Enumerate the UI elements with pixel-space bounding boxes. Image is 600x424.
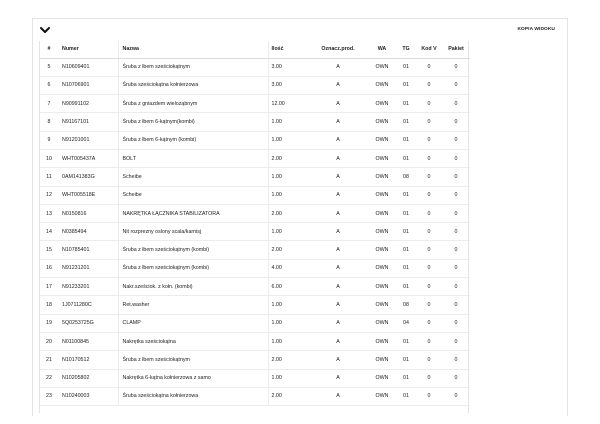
row-index: 21 xyxy=(40,351,58,369)
row-kodv: 0 xyxy=(416,278,442,296)
row-index: 13 xyxy=(40,204,58,222)
row-wa: OWN xyxy=(368,332,396,350)
row-kodv: 0 xyxy=(416,186,442,204)
row-kodv: 0 xyxy=(416,223,442,241)
table-row[interactable] xyxy=(40,351,470,369)
row-kodv: 0 xyxy=(416,369,442,387)
row-index: 10 xyxy=(40,149,58,167)
table-row[interactable] xyxy=(40,278,470,296)
row-index: 8 xyxy=(40,113,58,131)
table-row[interactable] xyxy=(40,387,470,405)
row-tg: 01 xyxy=(396,204,416,222)
row-index: 15 xyxy=(40,241,58,259)
row-oznacz: A xyxy=(308,186,368,204)
row-pakiet: 0 xyxy=(442,95,470,113)
row-wa: OWN xyxy=(368,168,396,186)
row-kodv: 0 xyxy=(416,204,442,222)
row-nazwa: Scheibe xyxy=(118,168,268,186)
row-kodv: 0 xyxy=(416,149,442,167)
row-wa: OWN xyxy=(368,131,396,149)
row-oznacz: A xyxy=(308,149,368,167)
row-tg: 01 xyxy=(396,58,416,76)
column-header-tg[interactable]: TG xyxy=(396,41,416,58)
row-ilosc: 1.00 xyxy=(268,314,308,332)
row-nazwa: Śruba z łbem 6-kątnym(kombi) xyxy=(118,113,268,131)
row-ilosc: 1.00 xyxy=(268,223,308,241)
row-wa: OWN xyxy=(368,95,396,113)
row-index: 20 xyxy=(40,332,58,350)
row-ilosc: 1.00 xyxy=(268,186,308,204)
row-index: 7 xyxy=(40,95,58,113)
row-ilosc: 3.00 xyxy=(268,58,308,76)
row-kodv: 0 xyxy=(416,168,442,186)
row-tg: 01 xyxy=(396,149,416,167)
row-numer: WHT005437A xyxy=(58,149,118,167)
row-wa: OWN xyxy=(368,204,396,222)
row-nazwa: Śruba sześciokątna kołnierzowa xyxy=(118,76,268,94)
row-kodv: 0 xyxy=(416,113,442,131)
column-header-pakiet[interactable]: Pakiet xyxy=(442,41,470,58)
row-index: 11 xyxy=(40,168,58,186)
row-pakiet: 0 xyxy=(442,168,470,186)
table-row[interactable] xyxy=(40,76,470,94)
row-numer: 0AM141383G xyxy=(58,168,118,186)
row-ilosc: 1.00 xyxy=(268,131,308,149)
table-row[interactable] xyxy=(40,186,470,204)
row-index: 16 xyxy=(40,259,58,277)
row-index: 23 xyxy=(40,387,58,405)
row-numer: N0150816 xyxy=(58,204,118,222)
row-index: 12 xyxy=(40,186,58,204)
row-pakiet: 0 xyxy=(442,186,470,204)
row-kodv: 0 xyxy=(416,58,442,76)
row-oznacz: A xyxy=(308,113,368,131)
row-tg: 01 xyxy=(396,95,416,113)
row-index: 5 xyxy=(40,58,58,76)
row-wa: OWN xyxy=(368,223,396,241)
row-tg: 01 xyxy=(396,369,416,387)
row-kodv: 0 xyxy=(416,332,442,350)
row-wa: OWN xyxy=(368,296,396,314)
table-row[interactable] xyxy=(40,149,470,167)
row-tg: 08 xyxy=(396,296,416,314)
row-index: 6 xyxy=(40,76,58,94)
copy-view-link[interactable]: KOPIA WIDOKU xyxy=(517,27,555,32)
row-ilosc: 12.00 xyxy=(268,95,308,113)
row-pakiet: 0 xyxy=(442,351,470,369)
row-numer: 1J0711280C xyxy=(58,296,118,314)
row-pakiet: 0 xyxy=(442,296,470,314)
row-numer: N90991102 xyxy=(58,95,118,113)
row-pakiet: 0 xyxy=(442,204,470,222)
row-wa: OWN xyxy=(368,387,396,405)
table-row[interactable] xyxy=(40,204,470,222)
table-row[interactable] xyxy=(40,113,470,131)
row-kodv: 0 xyxy=(416,296,442,314)
row-wa: OWN xyxy=(368,278,396,296)
row-kodv: 0 xyxy=(416,314,442,332)
row-pakiet: 0 xyxy=(442,387,470,405)
row-numer: N91167101 xyxy=(58,113,118,131)
row-oznacz: A xyxy=(308,332,368,350)
table-row[interactable] xyxy=(40,332,470,350)
row-pakiet: 0 xyxy=(442,259,470,277)
table-row[interactable] xyxy=(40,95,470,113)
column-header-ilosc[interactable]: Ilość xyxy=(268,41,308,58)
row-wa: OWN xyxy=(368,186,396,204)
column-header-kodv[interactable]: Kod V xyxy=(416,41,442,58)
row-oznacz: A xyxy=(308,314,368,332)
row-numer: N10205802 xyxy=(58,369,118,387)
table-row[interactable] xyxy=(40,223,470,241)
row-tg: 01 xyxy=(396,278,416,296)
chevron-down-icon[interactable] xyxy=(39,25,51,35)
row-oznacz: A xyxy=(308,387,368,405)
table-row[interactable] xyxy=(40,259,470,277)
row-pakiet: 0 xyxy=(442,369,470,387)
row-numer: 5Q0253725G xyxy=(58,314,118,332)
row-ilosc: 1.00 xyxy=(268,332,308,350)
row-kodv: 0 xyxy=(416,76,442,94)
row-nazwa: Nakrętka sześciokątna xyxy=(118,332,268,350)
row-tg: 01 xyxy=(396,241,416,259)
row-pakiet: 0 xyxy=(442,278,470,296)
row-ilosc: 2.00 xyxy=(268,204,308,222)
row-ilosc: 1.00 xyxy=(268,113,308,131)
row-numer: N01100845 xyxy=(58,332,118,350)
row-nazwa: BOLT xyxy=(118,149,268,167)
row-index: 17 xyxy=(40,278,58,296)
row-nazwa: Śruba z łbem 6-kątnym (kombi) xyxy=(118,131,268,149)
row-wa: OWN xyxy=(368,113,396,131)
row-nazwa: Śruba z łbem sześciokątnym xyxy=(118,58,268,76)
row-numer: N10785401 xyxy=(58,241,118,259)
row-nazwa: CLAMP xyxy=(118,314,268,332)
row-tg: 01 xyxy=(396,113,416,131)
row-pakiet: 0 xyxy=(442,76,470,94)
row-kodv: 0 xyxy=(416,351,442,369)
parts-table xyxy=(40,41,470,406)
row-nazwa: Śruba z łbem sześciokątnym (kombi) xyxy=(118,241,268,259)
table-row[interactable] xyxy=(40,314,470,332)
column-header-nazwa[interactable]: Nazwa xyxy=(118,41,268,58)
row-oznacz: A xyxy=(308,76,368,94)
table-row[interactable] xyxy=(40,168,470,186)
row-tg: 01 xyxy=(396,351,416,369)
row-numer: N10706901 xyxy=(58,76,118,94)
row-numer: N10170512 xyxy=(58,351,118,369)
row-tg: 04 xyxy=(396,314,416,332)
row-nazwa: NAKRĘTKA ŁĄCZNIKA STABILIZATORA xyxy=(118,204,268,222)
table-row[interactable] xyxy=(40,369,470,387)
row-tg: 01 xyxy=(396,387,416,405)
column-header-index[interactable]: # xyxy=(40,41,58,58)
row-index: 9 xyxy=(40,131,58,149)
row-nazwa: Śruba sześciokątna kołnierzowa xyxy=(118,387,268,405)
row-ilosc: 6.00 xyxy=(268,278,308,296)
row-index: 22 xyxy=(40,369,58,387)
row-wa: OWN xyxy=(368,259,396,277)
row-ilosc: 1.00 xyxy=(268,168,308,186)
row-tg: 01 xyxy=(396,259,416,277)
table-row[interactable] xyxy=(40,58,470,76)
row-nazwa: Śruba z łbem sześciokątnym (kombi) xyxy=(118,259,268,277)
row-oznacz: A xyxy=(308,369,368,387)
row-numer: N10609401 xyxy=(58,58,118,76)
row-ilosc: 2.00 xyxy=(268,149,308,167)
row-pakiet: 0 xyxy=(442,58,470,76)
row-oznacz: A xyxy=(308,131,368,149)
row-wa: OWN xyxy=(368,314,396,332)
row-nazwa: Śruba z gniazdem wieloząbnym xyxy=(118,95,268,113)
column-header-oznacz[interactable]: Oznacz.prod. xyxy=(308,41,368,58)
row-ilosc: 2.00 xyxy=(268,241,308,259)
row-index: 19 xyxy=(40,314,58,332)
row-nazwa: Nakrętka 6-kątna kołnierzowa z samo xyxy=(118,369,268,387)
row-pakiet: 0 xyxy=(442,149,470,167)
row-pakiet: 0 xyxy=(442,241,470,259)
parts-panel xyxy=(32,18,568,416)
row-nazwa: Nakr.sześciok. z kołn. (kombi) xyxy=(118,278,268,296)
row-nazwa: Scheibe xyxy=(118,186,268,204)
parts-table-wrapper xyxy=(39,41,469,413)
row-oznacz: A xyxy=(308,241,368,259)
row-pakiet: 0 xyxy=(442,314,470,332)
row-tg: 08 xyxy=(396,168,416,186)
column-header-wa[interactable]: WA xyxy=(368,41,396,58)
row-ilosc: 3.00 xyxy=(268,76,308,94)
row-kodv: 0 xyxy=(416,259,442,277)
row-pakiet: 0 xyxy=(442,223,470,241)
row-numer: N91233201 xyxy=(58,278,118,296)
row-pakiet: 0 xyxy=(442,113,470,131)
row-index: 14 xyxy=(40,223,58,241)
row-index: 18 xyxy=(40,296,58,314)
row-wa: OWN xyxy=(368,351,396,369)
row-wa: OWN xyxy=(368,76,396,94)
table-header-row xyxy=(40,41,470,58)
row-oznacz: A xyxy=(308,204,368,222)
row-ilosc: 4.00 xyxy=(268,259,308,277)
row-nazwa: Ret.washer xyxy=(118,296,268,314)
row-oznacz: A xyxy=(308,95,368,113)
table-row[interactable] xyxy=(40,131,470,149)
row-pakiet: 0 xyxy=(442,131,470,149)
row-kodv: 0 xyxy=(416,387,442,405)
row-tg: 01 xyxy=(396,186,416,204)
row-nazwa: Nit rozprezny oslony scala/karnisj xyxy=(118,223,268,241)
row-numer: N91231201 xyxy=(58,259,118,277)
row-kodv: 0 xyxy=(416,241,442,259)
column-header-numer[interactable]: Numer xyxy=(58,41,118,58)
row-nazwa: Śruba z łbem sześciokątnym xyxy=(118,351,268,369)
row-oznacz: A xyxy=(308,58,368,76)
row-wa: OWN xyxy=(368,58,396,76)
row-tg: 01 xyxy=(396,223,416,241)
row-pakiet: 0 xyxy=(442,332,470,350)
row-oznacz: A xyxy=(308,351,368,369)
row-tg: 01 xyxy=(396,131,416,149)
row-wa: OWN xyxy=(368,149,396,167)
row-oznacz: A xyxy=(308,223,368,241)
table-row[interactable] xyxy=(40,296,470,314)
row-ilosc: 2.00 xyxy=(268,351,308,369)
row-wa: OWN xyxy=(368,369,396,387)
row-kodv: 0 xyxy=(416,131,442,149)
row-kodv: 0 xyxy=(416,95,442,113)
row-tg: 01 xyxy=(396,76,416,94)
row-ilosc: 2.00 xyxy=(268,387,308,405)
table-row[interactable] xyxy=(40,241,470,259)
row-oznacz: A xyxy=(308,278,368,296)
row-ilosc: 1.00 xyxy=(268,369,308,387)
row-wa: OWN xyxy=(368,241,396,259)
row-numer: N91201001 xyxy=(58,131,118,149)
row-numer: N10240003 xyxy=(58,387,118,405)
row-numer: N0385494 xyxy=(58,223,118,241)
row-ilosc: 1.00 xyxy=(268,296,308,314)
row-oznacz: A xyxy=(308,168,368,186)
row-tg: 01 xyxy=(396,332,416,350)
row-oznacz: A xyxy=(308,296,368,314)
row-numer: WHT005518E xyxy=(58,186,118,204)
row-oznacz: A xyxy=(308,259,368,277)
